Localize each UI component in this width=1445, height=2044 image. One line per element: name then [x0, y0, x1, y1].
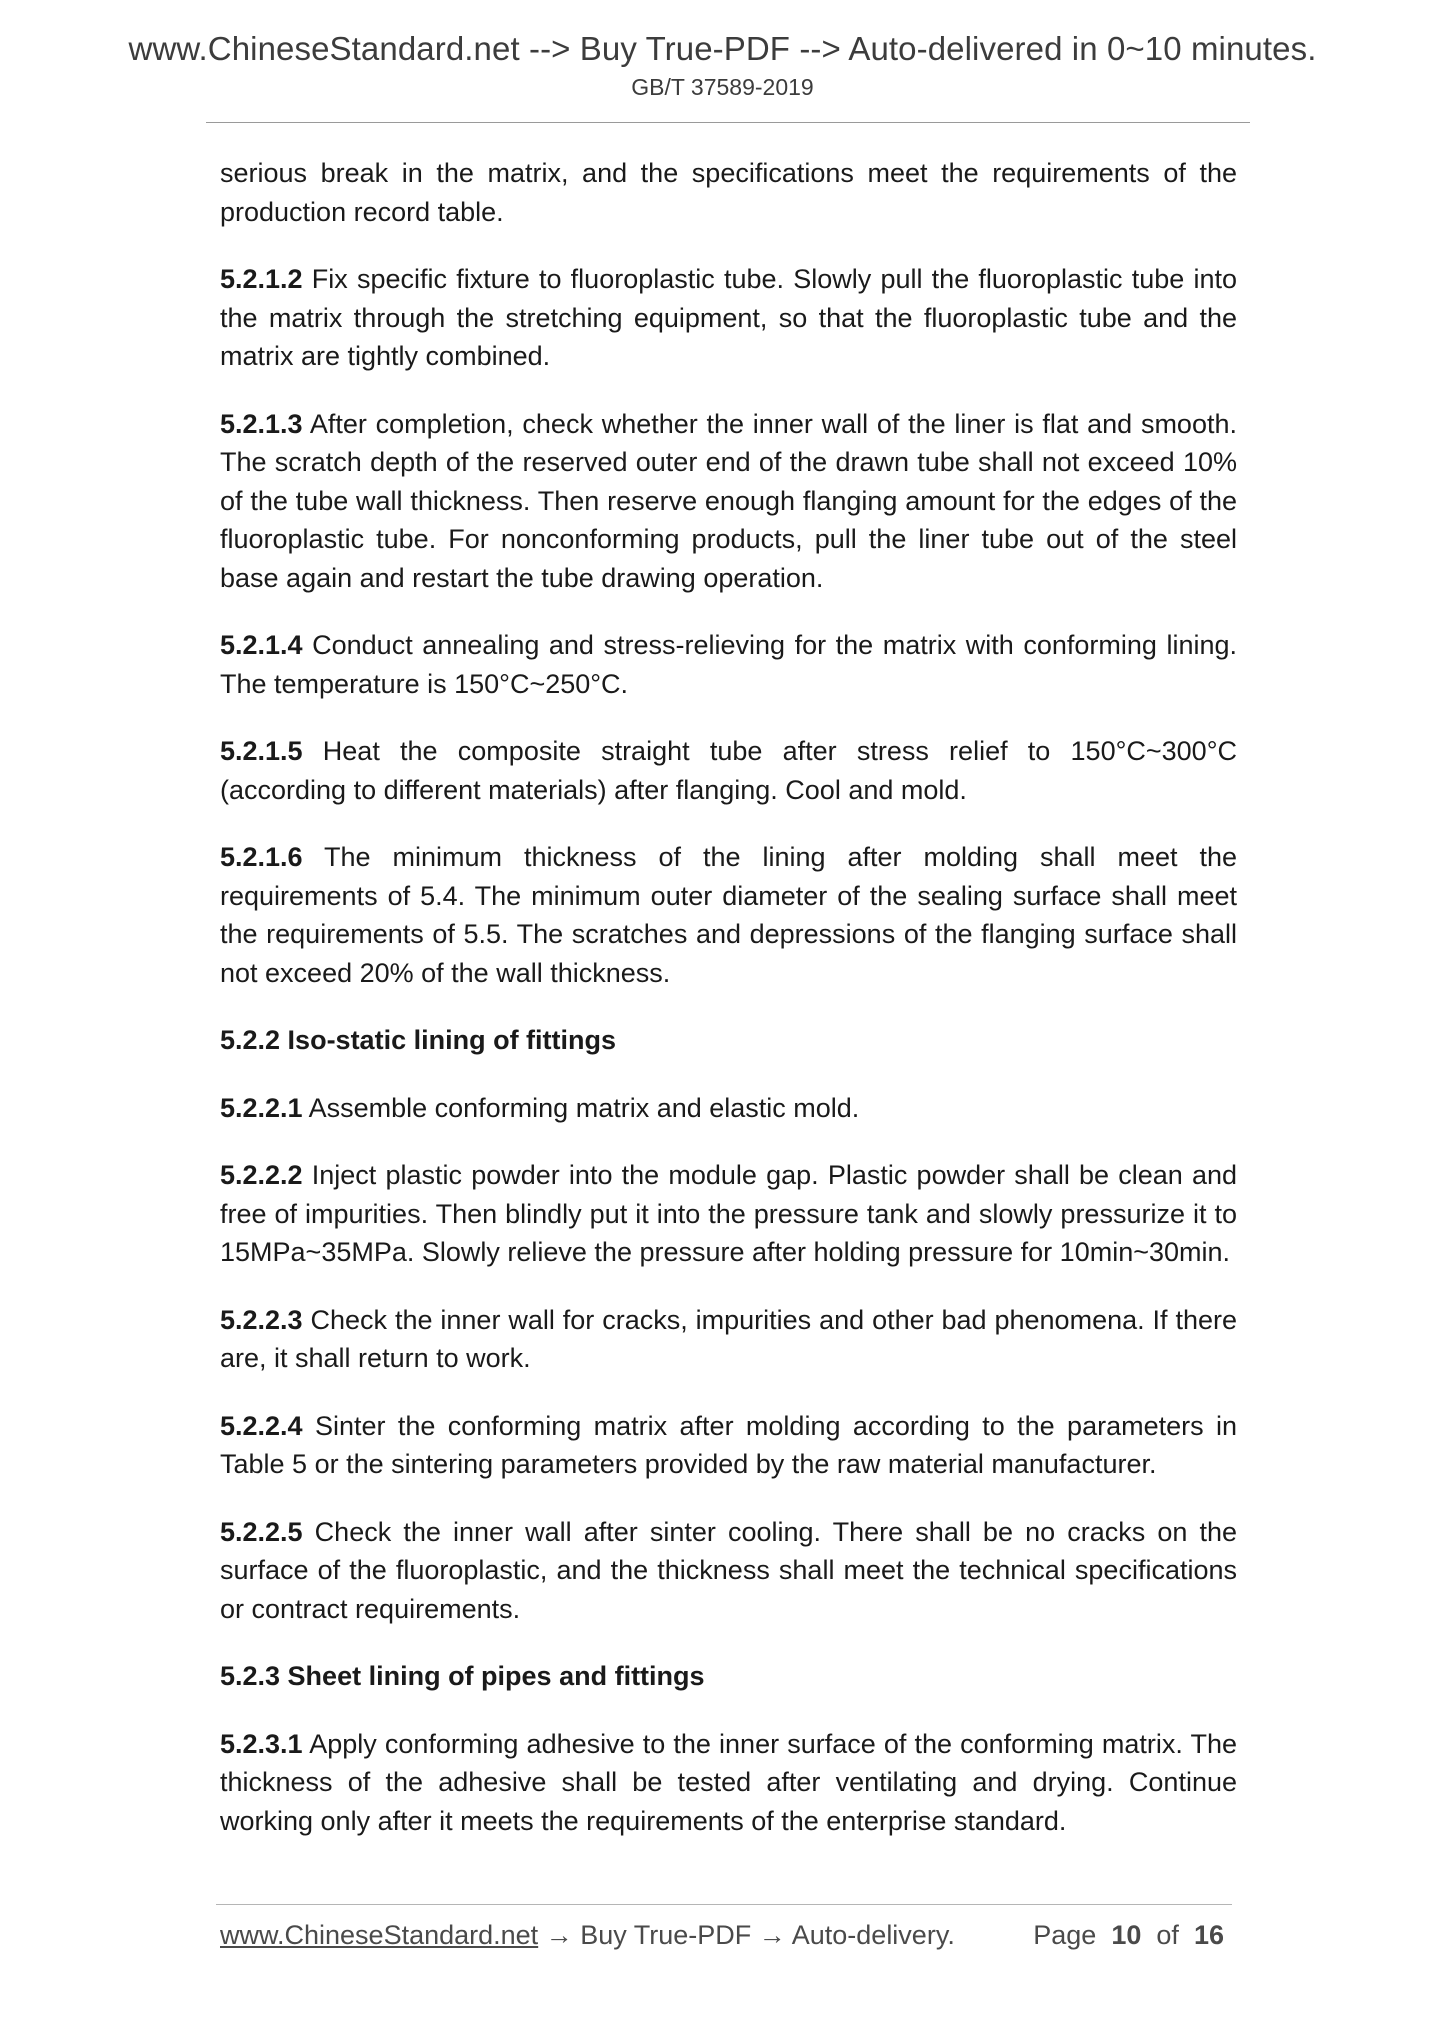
clause-5-2-1-4 [220, 626, 1237, 703]
page-current: 10 [1111, 1920, 1142, 1950]
section-heading-5-2-2: 5.2.2 Iso-static lining of fittings [220, 1025, 617, 1055]
clause-number: 5.2.1.2 [220, 264, 303, 294]
clause-text: Check the inner wall after sinter cooling. There shall be no cracks on the surface of the fluoroplastic, and the thickness shall meet the technical specifications or contract requirements. [220, 1516, 1237, 1624]
clause-text: After completion, check whether the inner wall of the liner is flat and smooth. The scratch depth of the reserved outer end of the drawn tube shall not exceed 10% of the tube wall thickness. Then reserve enough flanging amount for the edges of the fluoroplastic tube. For nonconforming products, pull the liner tube out of the steel base again and restart the tube drawing operation. [220, 408, 1237, 593]
clause-text: Sinter the conforming matrix after molding according to the parameters in Table 5 or the sintering parameters provided by the raw material manufacturer. [220, 1410, 1237, 1479]
clause-number: 5.2.1.5 [220, 736, 303, 766]
clause-number: 5.2.2.2 [220, 1160, 303, 1190]
clause-5-2-2-5 [220, 1513, 1237, 1629]
section-heading-5-2-3: 5.2.3 Sheet lining of pipes and fittings [220, 1661, 705, 1691]
clause-5-2-2-2 [220, 1156, 1237, 1272]
of-label: of [1156, 1920, 1179, 1950]
footer-tagline: → Buy True-PDF → Auto-delivery. [538, 1920, 955, 1950]
document-body [220, 154, 1237, 1869]
clause-text: Assemble conforming matrix and elastic mold. [302, 1092, 860, 1123]
clause-number: 5.2.1.6 [220, 842, 303, 872]
footer-promo [220, 1920, 955, 1951]
clause-number: 5.2.2.1 [220, 1092, 303, 1123]
paragraph-text: serious break in the matrix, and the specifications meet the requirements of the production record table. [220, 158, 1237, 227]
clause-5-2-1-6 [220, 838, 1237, 992]
clause-5-2-2-4 [220, 1407, 1237, 1484]
page-label: Page [1033, 1920, 1097, 1950]
paragraph [220, 154, 1237, 231]
clause-number: 5.2.2.5 [220, 1516, 303, 1547]
clause-text: Apply conforming adhesive to the inner surface of the conforming matrix. The thickness of the adhesive shall be tested after ventilating and drying. Continue working only after it meets the requirements of the enterprise standard. [220, 1728, 1237, 1836]
clause-5-2-1-2 [220, 260, 1237, 376]
clause-text: Inject plastic powder into the module gap. Plastic powder shall be clean and free of impurities. Then blindly put it into the pressure tank and slowly pressurize it to 15MPa~35MPa. Slowly relieve the pressure after holding pressure for 10min~30min. [220, 1160, 1237, 1267]
site-link[interactable]: www.ChineseStandard.net [220, 1920, 539, 1950]
header-divider [206, 122, 1250, 123]
footer-divider [216, 1904, 1232, 1905]
clause-number: 5.2.1.3 [220, 408, 303, 439]
clause-number: 5.2.1.4 [220, 630, 303, 660]
clause-text: The minimum thickness of the lining after molding shall meet the requirements of 5.4. The minimum outer diameter of the sealing surface shall meet the requirements of 5.5. The scratches and depressions of the flanging surface shall not exceed 20% of the wall thickness. [220, 842, 1237, 988]
page-total: 16 [1193, 1920, 1224, 1950]
clause-5-2-1-5 [220, 732, 1237, 809]
clause-text: Check the inner wall for cracks, impurities and other bad phenomena. If there are, it shall return to work. [220, 1304, 1237, 1373]
header-banner: www.ChineseStandard.net --> Buy True-PDF --> Auto-delivered in 0~10 minutes. [128, 30, 1317, 67]
clause-5-2-2-1 [220, 1089, 1237, 1128]
clause-5-2-1-3 [220, 405, 1237, 598]
page-indicator [1033, 1920, 1224, 1951]
clause-text: Fix specific fixture to fluoroplastic tube. Slowly pull the fluoroplastic tube into the matrix through the stretching equipment, so that the fluoroplastic tube and the matrix are tightly combined. [220, 264, 1237, 371]
clause-number: 5.2.2.4 [220, 1410, 303, 1441]
clause-text: Heat the composite straight tube after stress relief to 150°C~300°C (according to different materials) after flanging. Cool and mold. [220, 736, 1237, 805]
clause-5-2-3-1 [220, 1725, 1237, 1841]
clause-5-2-2-3 [220, 1301, 1237, 1378]
clause-text: Conduct annealing and stress-relieving for the matrix with conforming lining. The temperature is 150°C~250°C. [220, 630, 1237, 699]
clause-number: 5.2.2.3 [220, 1304, 303, 1335]
standard-number: GB/T 37589-2019 [631, 74, 814, 100]
clause-number: 5.2.3.1 [220, 1728, 303, 1759]
